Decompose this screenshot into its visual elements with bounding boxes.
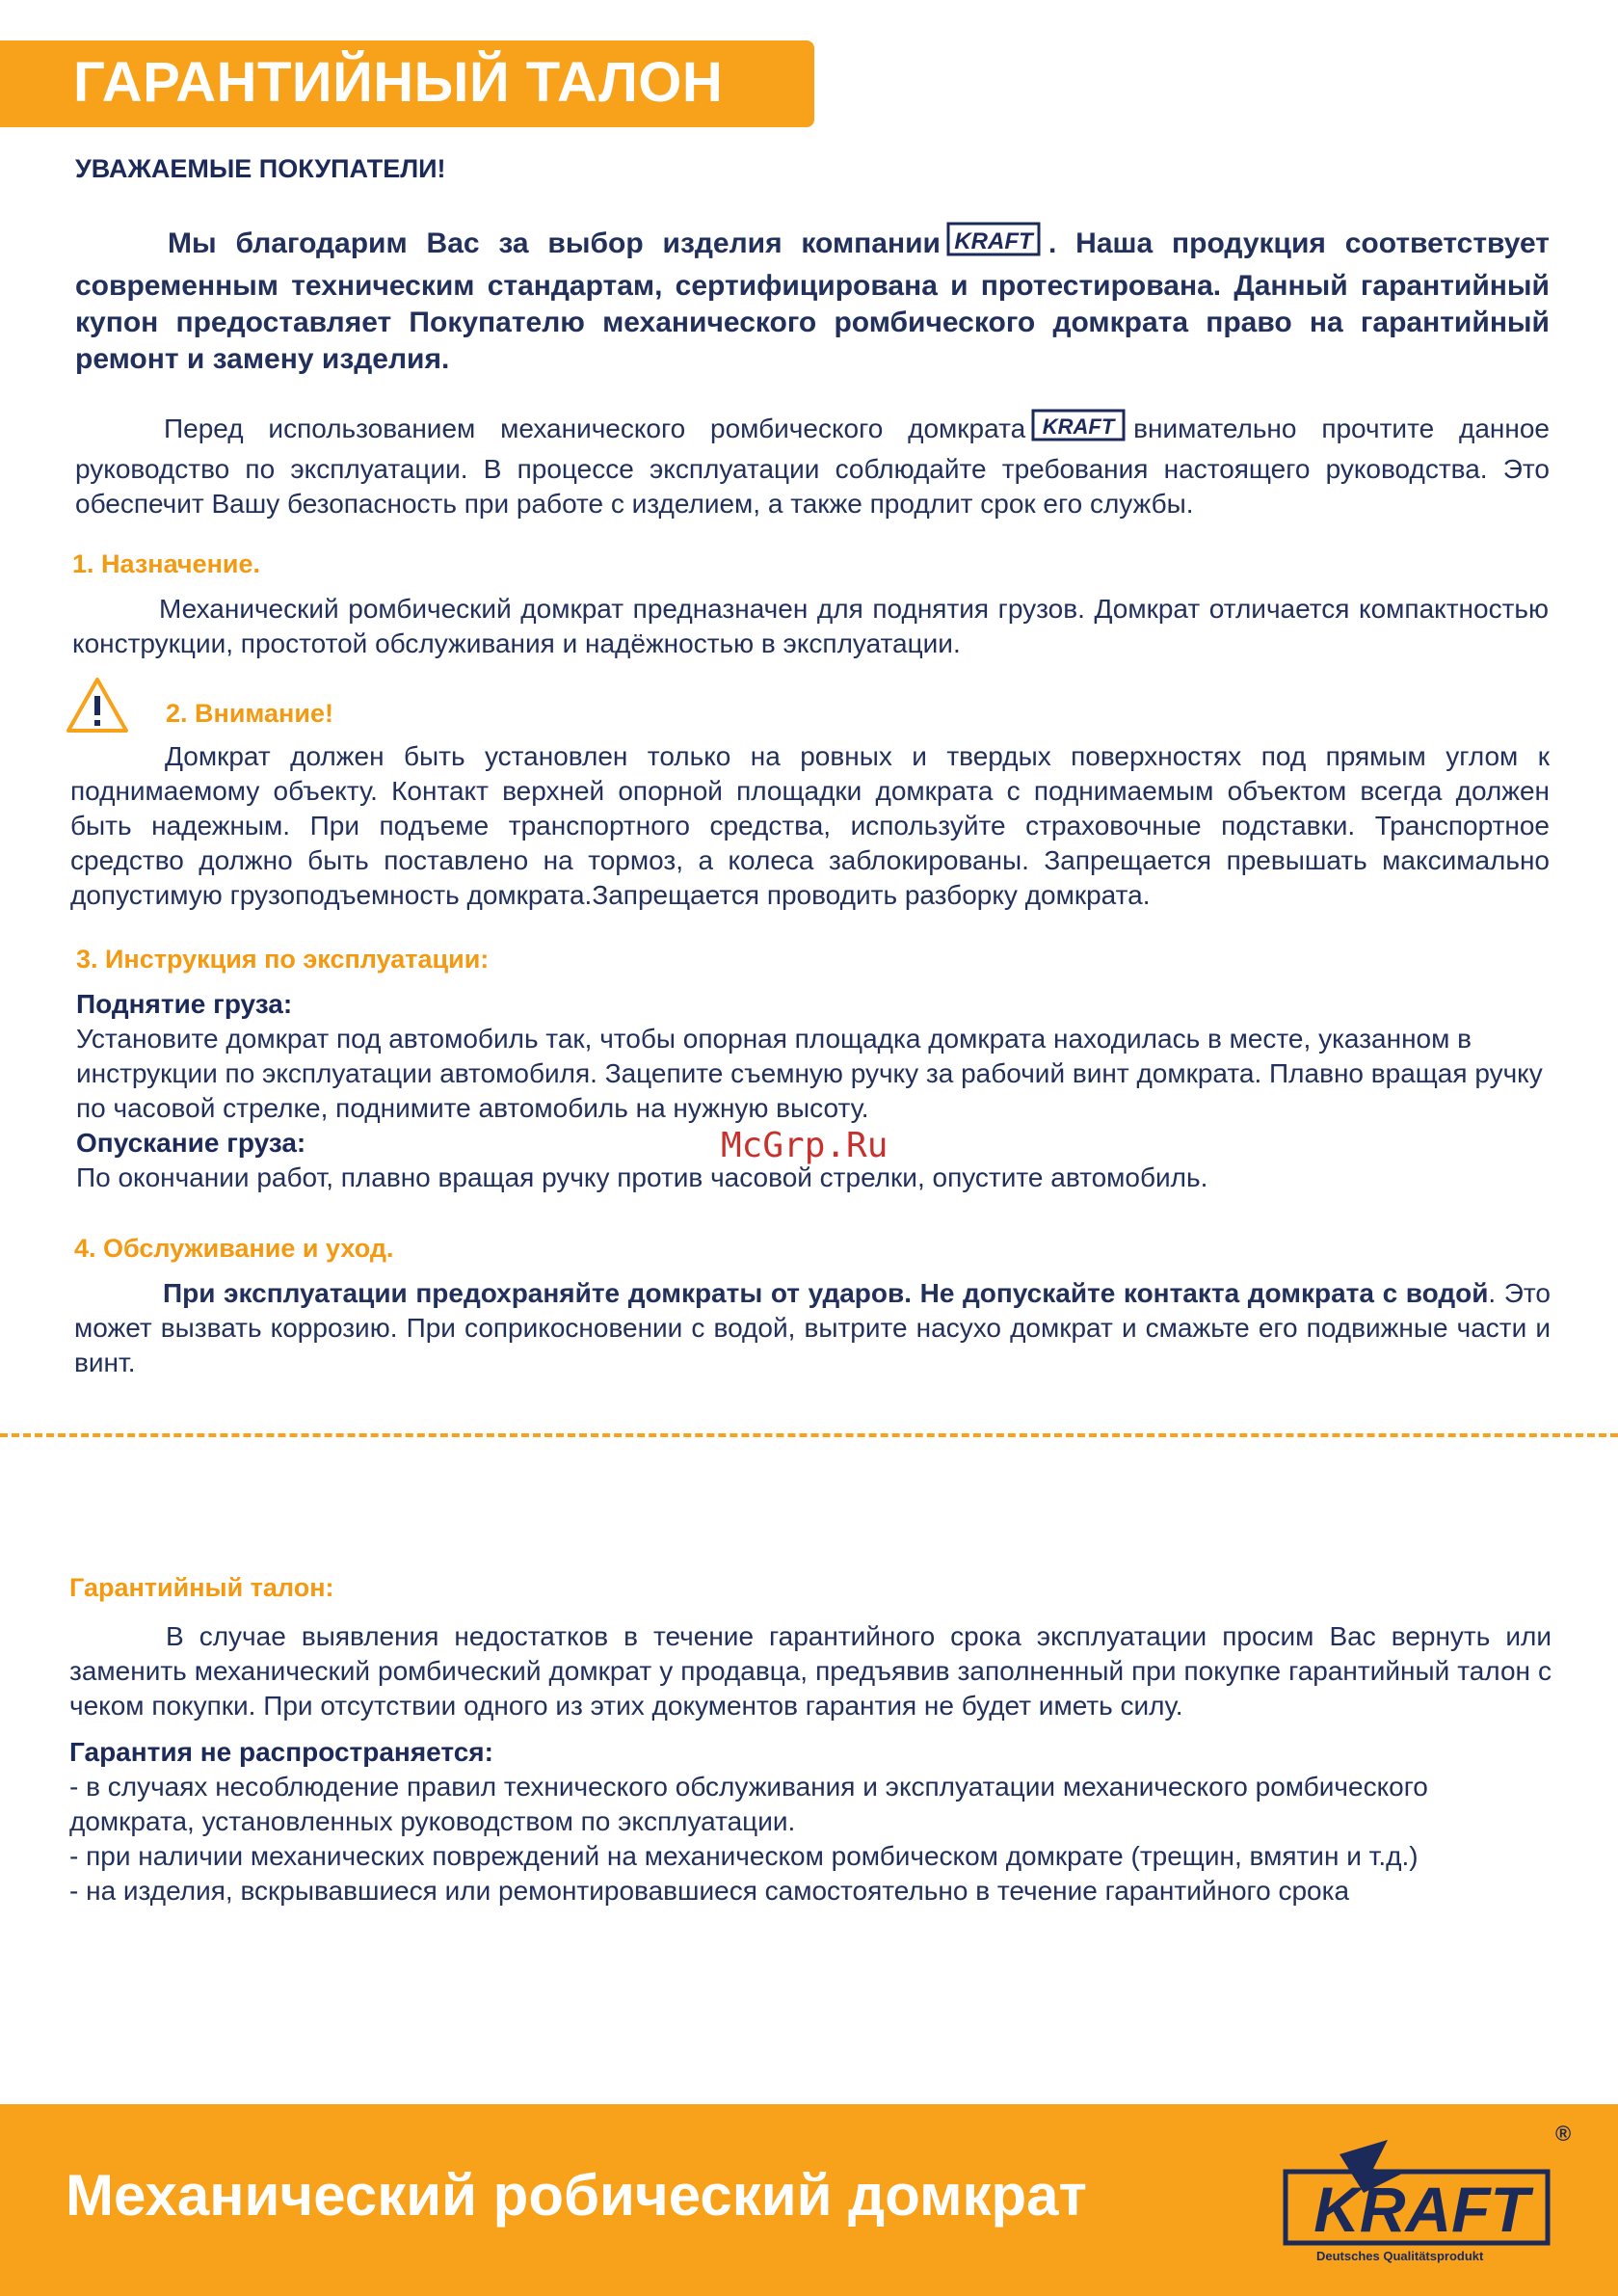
section4-heading: 4. Обслуживание и уход. [74,1234,394,1263]
title-banner [0,40,814,127]
section1-heading: 1. Назначение. [72,549,261,578]
section1-text-body: Механический ромбический домкрат предназначен для поднятия грузов. Домкрат отличается компактностью конструкции, простотой обслуживания и надёжностью в эксплуатации. [72,594,1549,658]
svg-text:KRAFT: KRAFT [954,228,1033,254]
section4-text-body: . Это может вызвать коррозию. При соприкосновении с водой, вытрите насухо домкрат и смажьте его подвижные части и винт. [74,1278,1551,1377]
section4-bold-text: При эксплуатации предохраняйте домкраты от ударов. Не допускайте контакта домкрата с водой [163,1278,1489,1308]
exclusion-item: - при наличии механических повреждений на механическом ромбическом домкрате (трещин, вмятин и т.д.) [69,1841,1419,1871]
lift-text: Установите домкрат под автомобиль так, чтобы опорная площадка домкрата находилась в месте, указанном в инструкции по эксплуатации автомобиля. Зацепите съемную ручку за рабочий винт домкрата. Плавно вращая ручку по часовой стрелке, поднимите автомобиль на нужную высоту. [76,1024,1543,1123]
brand-tagline: Deutsches Qualitätsprodukt [1316,2249,1484,2263]
registered-mark: ® [1555,2122,1572,2146]
warranty-heading: Гарантийный талон: [69,1573,334,1602]
kraft-logo-small [946,220,1043,268]
section3-heading: 3. Инструкция по эксплуатации: [76,945,490,974]
page-title: ГАРАНТИЙНЫЙ ТАЛОН [73,51,724,114]
intro-text-end: . Наша продукция соответствует современным техническим стандартам, сертифицирована и протестирована. Данный гарантийный купон предоставляет Покупателю механического ромбического домкрата право на гарантийный ремонт и замену изделия. [75,227,1550,375]
section2-text [70,739,1550,913]
footer-bar [0,2104,1618,2296]
lower-text: По окончании работ, плавно вращая ручку против часовой стрелки, опустите автомобиль. [76,1162,1208,1192]
intro-text-start: Мы благодарим Вас за выбор изделия компании [168,227,941,259]
section1-text [72,592,1549,661]
section2-text-body: Домкрат должен быть установлен только на ровных и твердых поверхностях под прямым углом к поднимаемому объекту. Контакт верхней опорной площадки домкрата с поднимаемым объектом всегда должен быть надежным. При подъеме транспортного средства, используйте страховочные подставки. Транспортное средство должно быть поставлено на тормоз, а колеса заблокированы. Запрещается превышать максимально допустимую грузоподъемность домкрата.Запрещается проводить разборку домкрата. [70,741,1550,910]
warning-icon [66,677,129,739]
intro-paragraph [75,220,1550,378]
watermark: McGrp.Ru [721,1126,889,1165]
svg-text:KRAFT: KRAFT [1042,414,1115,439]
before-use-paragraph [75,405,1550,521]
section4-text [74,1276,1551,1380]
before-use-text-end: внимательно прочтите данное руководство по эксплуатации. В процессе эксплуатации соблюдайте требования настоящего руководства. Это обеспечит Вашу безопасность при работе с изделием, а также продлит срок его службы. [75,414,1550,519]
exclusion-item: - на изделия, вскрывавшиеся или ремонтировавшиеся самостоятельно в течение гарантийного срока [69,1876,1350,1906]
warranty-text [69,1619,1552,1723]
lower-title: Опускание груза: [76,1128,306,1158]
section2-heading: 2. Внимание! [166,699,333,728]
exclusion-item: - в случаях несоблюдение правил технического обслуживания и эксплуатации механического ромбического домкрата, установленных руководством по эксплуатации. [69,1772,1428,1836]
warranty-exclusions [69,1735,1553,1909]
exclusions-title: Гарантия не распространяется: [69,1737,493,1767]
lift-title: Поднятие груза: [76,989,293,1019]
product-title: Механический робический домкрат [66,2163,1087,2228]
before-use-text-start: Перед использованием механического ромбического домкрата [164,414,1026,443]
warranty-text-body: В случае выявления недостатков в течение гарантийного срока эксплуатации просим Вас вернуть или заменить механический ромбический домкрат у продавца, предъявив заполненный при покупке гарантийный талон с чеком покупки. При отсутствии одного из этих документов гарантия не будет иметь силу. [69,1621,1552,1721]
greeting: УВАЖАЕМЫЕ ПОКУПАТЕЛИ! [75,154,446,183]
brand-name: KRAFT [1313,2174,1529,2245]
kraft-logo-small-2 [1031,405,1127,452]
cut-line-divider [0,1433,1618,1437]
